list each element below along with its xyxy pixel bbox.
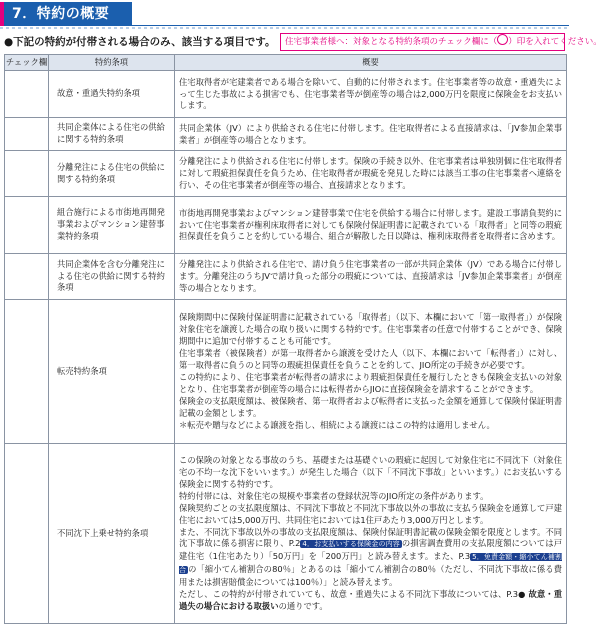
table-row: [5, 300, 567, 444]
check-cell[interactable]: [5, 300, 49, 444]
text-span: の通りです。: [278, 600, 328, 611]
clause-name: 分離発注による住宅の供給に関する特約条項: [49, 151, 175, 197]
reference-badge: 4．お支払いする保険金の内容: [302, 540, 400, 549]
summary-paragraph: この保険の対象となる事故のうち、基礎または基礎ぐいの瑕疵に起因して対象住宅に不同沈下（対象住宅の不均一な沈下をいいます。）が発生した場合（以下「不同沈下事故」といいます。）にお支払いする保険金に関する特約です。: [179, 455, 562, 489]
clause-name: 故意・重過失特約条項: [49, 71, 175, 118]
check-cell[interactable]: [5, 151, 49, 197]
table-row: [5, 197, 567, 254]
clause-name: 組合施行による市街地再開発事業およびマンション建替事業特約条項: [49, 197, 175, 254]
clause-summary: 市街地再開発事業およびマンション建替事業で住宅を供給する場合に付帯します。建設工事請負契約において住宅事業者が権利床取得者に対しても保険付保証明書に記載されている「取得者」と同等の瑕疵担保責任を負うことを約している場合、組合が解散した日以降は、権利床取得者を取得者に含めます。: [175, 197, 567, 254]
title-rule: [132, 25, 569, 26]
check-cell[interactable]: [5, 444, 49, 624]
summary-paragraph: 保険契約ごとの支払限度額は、不同沈下事故と不同沈下事故以外の事故に支払う保険金を通算して戸建住宅においては5,000万円、共同住宅においては1住戸あたり3,000万円とします。: [179, 502, 562, 525]
bold-reference: ● 故意・重過失の場合における取扱い: [179, 589, 562, 611]
text-span: ただし、この特約が付帯されていても、故意・重過失による不同沈下事故については、P.3: [179, 589, 519, 600]
summary-paragraph: 特約付帯には、対象住宅の規模や事業者の登録状況等のJIO所定の条件があります。: [179, 490, 489, 501]
summary-paragraph: この特約により、住宅事業者が転得者の請求により瑕疵担保責任を履行したときも保険金支払いの対象となり、住宅事業者が倒産等の場合には転得者からJIOに直接保険金を請求することができます。: [179, 372, 562, 394]
table-row: [5, 151, 567, 197]
clause-summary: [175, 300, 567, 444]
circle-mark-icon: [497, 34, 508, 45]
clause-summary: 住宅取得者が宅建業者である場合を除いて、自動的に付帯されます。住宅事業者等の故意・重過失によって生じた事故による損害でも、住宅事業者等が倒産等の場合は2,000万円を限度に保険金をお支払いします。: [175, 71, 567, 118]
clause-summary: 共同企業体（JV）により供給される住宅に付帯します。住宅取得者による直接請求は、「JV参加企業事業者」が倒産等の場合となります。: [175, 118, 567, 151]
check-cell[interactable]: [5, 118, 49, 151]
clause-name: 共同企業体を含む分離発注による住宅の供給に関する特約条項: [49, 254, 175, 300]
check-cell[interactable]: [5, 197, 49, 254]
summary-paragraph: 住宅事業者（被保険者）が第一取得者から譲渡を受けた人（以下、本欄において「転得者」）に対し、第一取得者に負うのと同等の瑕疵担保責任を負うことを約して、JIO所定の手続きが必要です。: [179, 348, 562, 371]
notice-box: [280, 33, 602, 51]
clause-table: [4, 54, 567, 624]
text-span: また、不同沈下事故以外の事故の支払限度額は、保険付保証明書記載の保険金額を限度とします。不同沈下事故に係る損害に限り、P.2: [179, 526, 562, 549]
clause-summary: [175, 444, 567, 624]
clause-summary: 分離発注により供給される住宅で、請け負う住宅事業者の一部が共同企業体（JV）である場合に付帯します。分離発注のうちJVで請け負った部分の瑕疵については、直接請求は「JV参加企業事業者」が倒産等の場合となります。: [175, 254, 567, 300]
header-summary: 概要: [175, 55, 567, 71]
summary-note: ＊転売や贈与などによる譲渡を指し、相続による譲渡にはこの特約は適用しません。: [179, 419, 495, 430]
lead-text: ●下記の特約が付帯される場合のみ、該当する項目です。: [4, 36, 276, 48]
header-clause: 特約条項: [49, 55, 175, 71]
clause-summary: 分離発注により供給される住宅に付帯します。保険の手続き以外、住宅事業者は単独別個に住宅取得者に対して瑕疵担保責任を負うため、住宅取得者が瑕疵を発見した時には該当工事の住宅事業者へ連絡を行い、その住宅事業者が倒産等の場合、直接請求となります。: [175, 151, 567, 197]
clause-name: 不同沈下上乗せ特約条項: [49, 444, 175, 624]
section-title-bar: [0, 0, 569, 28]
summary-paragraph: 保険金の支払限度額は、被保険者、第一取得者および転得者に支払った金額を通算して保険付保証明書記載の金額とします。: [179, 395, 562, 418]
table-row: [5, 118, 567, 151]
text-span: の「縮小てん補割合の80％」とあるのは「縮小てん補割合の80％（ただし、不同沈下事故に係る費用または損害賠償金については100％）」と読み替えます。: [179, 564, 563, 588]
summary-paragraph: 保険期間中に保険付保証明書に記載されている「取得者」（以下、本欄において「第一取得者」）が保険対象住宅を譲渡した場合の取り扱いに関する特約です。住宅事業者の任意で付帯することができ、保険期間中に追加で付帯することも可能です。: [179, 312, 562, 347]
section-title: 7．特約の概要: [4, 2, 132, 26]
clause-name: 転売特約条項: [49, 300, 175, 444]
check-cell[interactable]: [5, 254, 49, 300]
table-header-row: [5, 55, 567, 71]
table-row: [5, 71, 567, 118]
notice-after: ）印を入れてください。: [508, 37, 602, 47]
reference-badge: 5．免責金額・縮小てん補割合: [179, 553, 562, 575]
title-stripe: [0, 27, 569, 29]
summary-paragraph: [179, 589, 562, 613]
text-span: の損害調査費用の支払限度額については戸建住宅（1住宅あたり）「50万円」を「200万円」と読み替えます。また、P.3: [179, 538, 562, 562]
summary-paragraph: [179, 527, 562, 590]
check-cell[interactable]: [5, 71, 49, 118]
table-row: [5, 444, 567, 624]
table-row: [5, 254, 567, 300]
clause-name: 共同企業体による住宅の供給に関する特約条項: [49, 118, 175, 151]
header-check: チェック欄: [5, 55, 49, 71]
notice-before: 住宅事業者様へ：対象となる特約条項のチェック欄に（: [285, 37, 498, 47]
